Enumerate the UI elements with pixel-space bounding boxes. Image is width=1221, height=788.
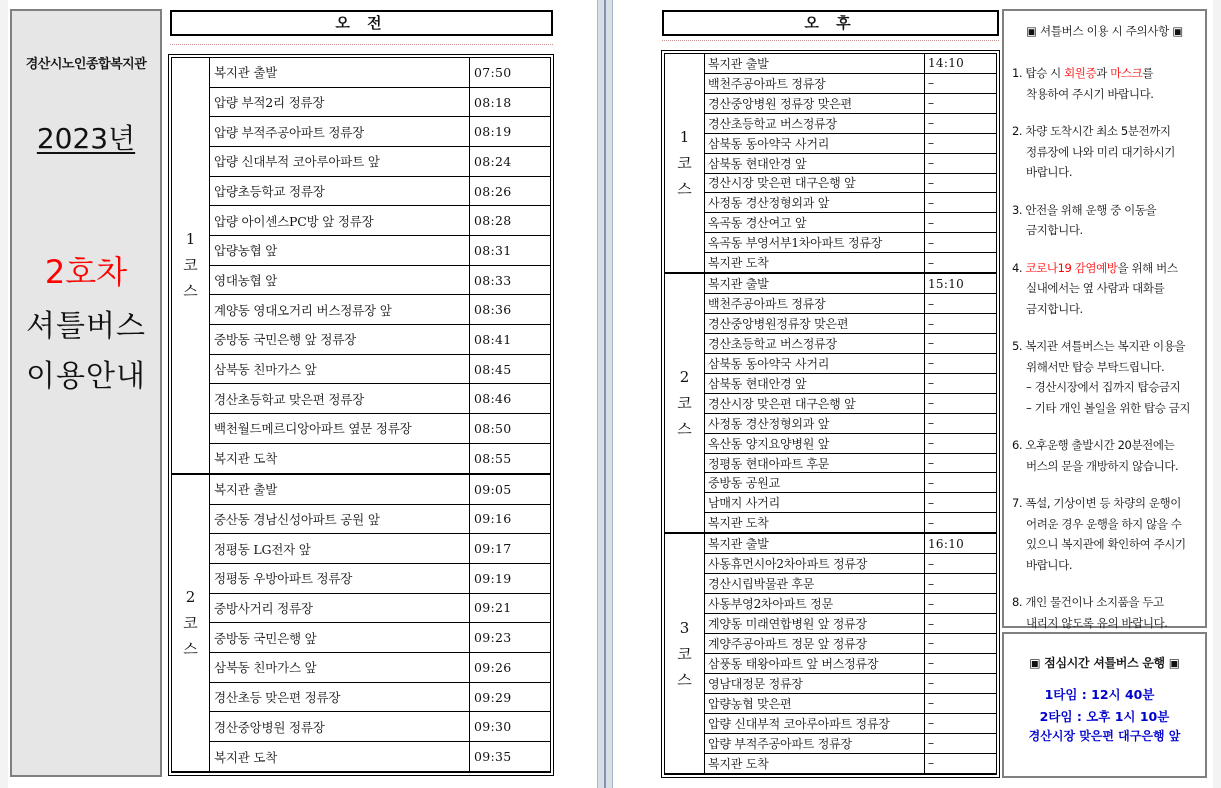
table-row (172, 147, 551, 177)
stop-name: 복지관 도착 (210, 443, 470, 473)
stop-name: 압량농협 앞 (210, 236, 470, 266)
stop-time: – (925, 574, 997, 594)
stop-time: 08:50 (470, 414, 551, 444)
table-row (172, 206, 551, 236)
organization-name: 경산시노인종합복지관 (25, 57, 147, 72)
stop-time: – (925, 594, 997, 614)
stop-time: – (925, 513, 997, 533)
notice-item: 7. 폭설, 기상이변 등 차량의 운행이 어려운 경우 운행을 하지 않을 수 있으니 복지관에 확인하여 주시기 바랍니다. (1012, 496, 1186, 572)
table-row (665, 233, 997, 253)
year-label: 2023년 (36, 122, 136, 155)
stop-name: 삼북동 친마가스 앞 (210, 354, 470, 384)
stop-name: 백천주공아파트 정류장 (705, 294, 925, 314)
stop-time: – (925, 173, 997, 193)
stop-time: – (925, 193, 997, 213)
table-row (172, 414, 551, 444)
table-row (172, 236, 551, 266)
stop-time: 07:50 (470, 58, 551, 88)
stop-name: 삼북동 친마가스 앞 (210, 653, 470, 683)
table-row (665, 294, 997, 314)
stop-name: 경산초등학교 맞은편 정류장 (210, 384, 470, 414)
table-row (665, 733, 997, 753)
table-row (665, 54, 997, 74)
stop-time: 08:45 (470, 354, 551, 384)
stop-time: – (925, 213, 997, 233)
stop-time: – (925, 353, 997, 373)
stop-time: – (925, 733, 997, 753)
lunch-time-2: 2타임 : 오후 1시 10분 (1039, 709, 1170, 724)
table-row (172, 742, 551, 772)
table-row (665, 173, 997, 193)
stop-time: – (925, 673, 997, 693)
highlight-member-card: 회원증 (1064, 66, 1097, 80)
stop-name: 경산초등 맞은편 정류장 (210, 682, 470, 712)
table-row (172, 623, 551, 653)
table-row (172, 504, 551, 534)
stop-name: 경산중앙병원 정류장 (210, 712, 470, 742)
table-row (665, 653, 997, 673)
table-row (172, 443, 551, 473)
stop-time: – (925, 653, 997, 673)
stop-time: – (925, 753, 997, 774)
lunch-shuttle-box (1002, 632, 1207, 778)
stop-name: 경산중앙병원정류장 맞은편 (705, 314, 925, 334)
table-row (172, 265, 551, 295)
stop-time: 09:17 (470, 534, 551, 564)
stop-time: 08:36 (470, 295, 551, 325)
stop-name: 옥곡동 경산여고 앞 (705, 213, 925, 233)
table-row (172, 682, 551, 712)
stop-time: 16:10 (925, 533, 997, 553)
highlight-mask: 마스크 (1110, 66, 1143, 80)
stop-time: – (925, 393, 997, 413)
stop-time: – (925, 614, 997, 634)
notice-box (1002, 9, 1207, 628)
stop-name: 복지관 도착 (210, 742, 470, 772)
stop-time: 08:41 (470, 325, 551, 355)
table-row (665, 693, 997, 713)
table-row (665, 133, 997, 153)
table-row (665, 334, 997, 354)
stop-time: – (925, 554, 997, 574)
stop-time: – (925, 373, 997, 393)
stop-name: 압량 부적주공아파트 정류장 (210, 117, 470, 147)
panel-title-guide: 이용안내 (26, 359, 146, 394)
stop-name: 사정동 경산정형외과 앞 (705, 413, 925, 433)
stop-time: 09:05 (470, 474, 551, 504)
highlight-covid: 코로나19 감염예방 (1025, 260, 1118, 275)
lunch-title: ▣ 점심시간 셔틀버스 운행 ▣ (1029, 656, 1180, 670)
stop-name: 중방동 국민은행 앞 (210, 623, 470, 653)
table-row (665, 673, 997, 693)
stop-time: 09:19 (470, 563, 551, 593)
afternoon-schedule-frame (661, 50, 1000, 778)
table-row (665, 554, 997, 574)
table-row (172, 295, 551, 325)
stop-name: 복지관 출발 (705, 273, 925, 293)
notice-item: 4. 코로나19 감염예방을 위해 버스 실내에서는 옆 사람과 대화를 금지합니다. (1012, 260, 1178, 316)
bus-number: 2호차 (44, 253, 128, 291)
stop-name: 압량 부적2리 정류장 (210, 87, 470, 117)
stop-time: 09:30 (470, 712, 551, 742)
page-gutter-left (0, 0, 8, 788)
stop-time: 08:55 (470, 443, 551, 473)
divider-dotted (170, 44, 553, 45)
stop-name: 계양주공아파트 정문 앞 정류장 (705, 633, 925, 653)
stop-name: 경산초등학교 버스정류장 (705, 334, 925, 354)
stop-time: 09:21 (470, 593, 551, 623)
stop-name: 복지관 도착 (705, 253, 925, 273)
stop-time: 08:19 (470, 117, 551, 147)
stop-time: 08:31 (470, 236, 551, 266)
divider-dotted (662, 40, 999, 41)
stop-time: 09:35 (470, 742, 551, 772)
stop-name: 압량 아이센스PC방 앞 정류장 (210, 206, 470, 236)
stop-name: 옥곡동 부영서부1차아파트 정류장 (705, 233, 925, 253)
table-row (665, 574, 997, 594)
table-row (665, 413, 997, 433)
stop-time: 09:16 (470, 504, 551, 534)
stop-name: 정평동 우방아파트 정류장 (210, 563, 470, 593)
stop-time: – (925, 693, 997, 713)
course-label: 2 코 스 (665, 273, 705, 533)
table-row (665, 493, 997, 513)
afternoon-header: 오 후 (662, 10, 999, 36)
table-row (665, 473, 997, 493)
table-row (172, 325, 551, 355)
stop-name: 압량 신대부적 코아루아파트 정류장 (705, 713, 925, 733)
stop-time: – (925, 433, 997, 453)
stop-time: – (925, 453, 997, 473)
stop-name: 사정동 경산정형외과 앞 (705, 193, 925, 213)
table-row (665, 594, 997, 614)
stop-time: 08:24 (470, 147, 551, 177)
stop-name: 중방동 공원교 (705, 473, 925, 493)
stop-name: 삼북동 동아약국 사거리 (705, 133, 925, 153)
table-row (172, 653, 551, 683)
stop-time: – (925, 713, 997, 733)
stop-name: 삼북동 동아약국 사거리 (705, 353, 925, 373)
stop-name: 정평동 현대아파트 후문 (705, 453, 925, 473)
stop-name: 압량 신대부적 코아루아파트 앞 (210, 147, 470, 177)
stop-name: 복지관 출발 (705, 533, 925, 553)
stop-name: 계양동 영대오거리 버스정류장 앞 (210, 295, 470, 325)
table-row (665, 513, 997, 533)
stop-name: 경산시장 맞은편 대구은행 앞 (705, 393, 925, 413)
notice-item: 8. 개인 물건이나 소지품을 두고 내리지 않도록 유의 바랍니다. (1012, 595, 1168, 630)
table-row (665, 453, 997, 473)
notice-item: 6. 오후운행 출발시간 20분전에는 버스의 문을 개방하지 않습니다. (1012, 438, 1179, 473)
stop-name: 백천월드메르디앙아파트 옆문 정류장 (210, 414, 470, 444)
course-label: 1 코 스 (665, 54, 705, 274)
stop-time: – (925, 493, 997, 513)
table-row (665, 273, 997, 293)
stop-name: 중방사거리 정류장 (210, 593, 470, 623)
notice-item: 1. 탑승 시 회원증과 마스크를 착용하여 주시기 바랍니다. (1012, 66, 1154, 101)
info-panel (10, 9, 162, 777)
stop-name: 복지관 도착 (705, 753, 925, 774)
stop-name: 복지관 출발 (705, 54, 925, 74)
stop-time: – (925, 233, 997, 253)
stop-time: 15:10 (925, 273, 997, 293)
stop-name: 남매지 사거리 (705, 493, 925, 513)
morning-schedule-frame (168, 54, 554, 776)
stop-time: 08:46 (470, 384, 551, 414)
table-row (665, 393, 997, 413)
stop-name: 복지관 출발 (210, 58, 470, 88)
stop-time: – (925, 153, 997, 173)
stop-name: 경산초등학교 버스정류장 (705, 113, 925, 133)
stop-name: 계양동 미래연합병원 앞 정류장 (705, 614, 925, 634)
table-row (172, 534, 551, 564)
stop-name: 경산중앙병원 정류장 맞은편 (705, 93, 925, 113)
notice-item: 2. 차량 도착시간 최소 5분전까지 정류장에 나와 미리 대기하시기 바랍니다. (1012, 124, 1175, 179)
table-row (665, 633, 997, 653)
stop-name: 삼북동 현대안경 앞 (705, 153, 925, 173)
table-row (172, 176, 551, 206)
stop-time: – (925, 473, 997, 493)
stop-name: 옥산동 양지요양병원 앞 (705, 433, 925, 453)
table-row (665, 73, 997, 93)
notice-title: ▣ 셔틀버스 이용 시 주의사항 ▣ (1026, 24, 1183, 38)
table-row (665, 93, 997, 113)
lunch-time-1: 1타임 : 12시 40분 (1044, 687, 1155, 702)
stop-time: 14:10 (925, 54, 997, 74)
morning-schedule-table (171, 57, 551, 773)
table-row (172, 712, 551, 742)
stop-name: 중방동 국민은행 앞 정류장 (210, 325, 470, 355)
table-row (665, 373, 997, 393)
morning-header: 오 전 (170, 10, 553, 36)
table-row (172, 384, 551, 414)
stop-name: 복지관 출발 (210, 474, 470, 504)
afternoon-schedule-table (664, 53, 997, 775)
notice-item: 5. 복지관 셔틀버스는 복지관 이용을 위해서만 탑승 부탁드립니다. – 경산시장에서 집까지 탑승금지 – 기타 개인 볼일을 위한 탑승 금지 (1012, 339, 1191, 415)
stop-time: – (925, 73, 997, 93)
table-row (665, 213, 997, 233)
stop-time: – (925, 413, 997, 433)
stop-time: 09:26 (470, 653, 551, 683)
table-row (172, 474, 551, 504)
table-row (665, 314, 997, 334)
stop-time: – (925, 133, 997, 153)
stop-time: 08:33 (470, 265, 551, 295)
stop-name: 압량 부적주공아파트 정류장 (705, 733, 925, 753)
table-row (665, 113, 997, 133)
table-row (172, 58, 551, 88)
stop-name: 백천주공아파트 정류장 (705, 73, 925, 93)
stop-time: 09:29 (470, 682, 551, 712)
page-gutter-right (1213, 0, 1221, 788)
stop-name: 사동부영2차아파트 정문 (705, 594, 925, 614)
stop-name: 정평동 LG전자 앞 (210, 534, 470, 564)
stop-time: 08:18 (470, 87, 551, 117)
stop-name: 삼북동 현대안경 앞 (705, 373, 925, 393)
table-row (172, 593, 551, 623)
table-row (172, 87, 551, 117)
table-row (665, 713, 997, 733)
stop-time: – (925, 294, 997, 314)
page-divider[interactable] (597, 0, 613, 788)
stop-time: – (925, 253, 997, 273)
table-row (665, 753, 997, 774)
table-row (172, 563, 551, 593)
stop-name: 삼풍동 태왕아파트 앞 버스정류장 (705, 653, 925, 673)
stop-name: 중산동 경남신성아파트 공원 앞 (210, 504, 470, 534)
table-row (665, 193, 997, 213)
lunch-location: 경산시장 맞은편 대구은행 앞 (1028, 729, 1181, 743)
stop-time: 08:26 (470, 176, 551, 206)
stop-time: – (925, 633, 997, 653)
stop-name: 영대농협 앞 (210, 265, 470, 295)
course-label: 2 코 스 (172, 474, 210, 772)
panel-title-shuttle: 셔틀버스 (26, 309, 146, 344)
course-label: 1 코 스 (172, 58, 210, 474)
stop-time: – (925, 113, 997, 133)
stop-name: 경산시장 맞은편 대구은행 앞 (705, 173, 925, 193)
stop-name: 압량농협 맞은편 (705, 693, 925, 713)
table-row (665, 153, 997, 173)
table-row (172, 354, 551, 384)
table-row (665, 533, 997, 553)
stop-time: – (925, 314, 997, 334)
table-row (172, 117, 551, 147)
table-row (665, 353, 997, 373)
stop-name: 영남대정문 정류장 (705, 673, 925, 693)
stop-name: 압량초등학교 정류장 (210, 176, 470, 206)
stop-name: 사동휴먼시아2차아파트 정류장 (705, 554, 925, 574)
table-row (665, 253, 997, 273)
notice-list (1012, 63, 1199, 650)
course-label: 3 코 스 (665, 533, 705, 774)
stop-time: 08:28 (470, 206, 551, 236)
table-row (665, 614, 997, 634)
stop-name: 복지관 도착 (705, 513, 925, 533)
stop-time: – (925, 334, 997, 354)
stop-time: – (925, 93, 997, 113)
table-row (665, 433, 997, 453)
stop-time: 09:23 (470, 623, 551, 653)
stop-name: 경산시립박물관 후문 (705, 574, 925, 594)
notice-item: 3. 안전을 위해 운행 중 이동을 금지합니다. (1012, 202, 1157, 237)
